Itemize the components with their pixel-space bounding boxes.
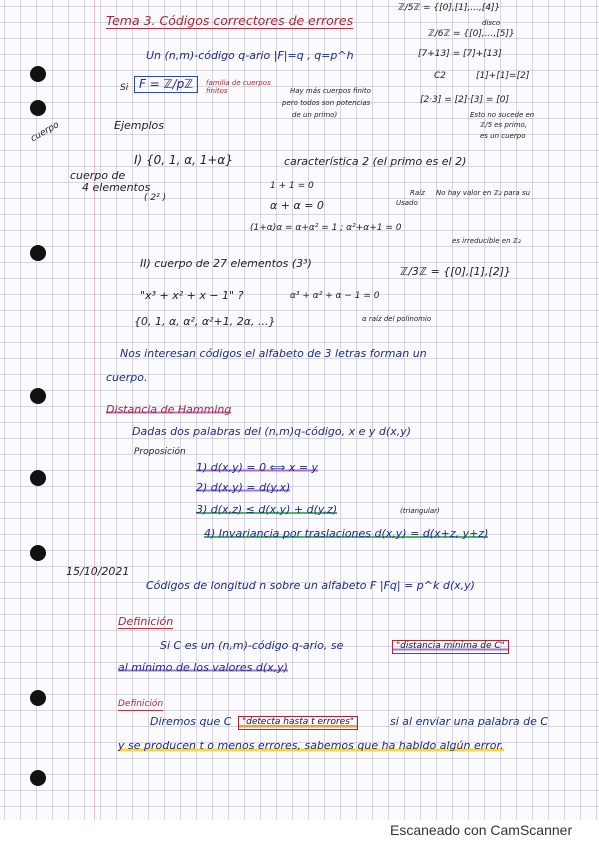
page-title: Tema 3. Códigos correctores de errores: [106, 13, 354, 28]
cuatro-elementos-label: 4 elementos: [82, 181, 151, 194]
intro-line: Un (n,m)-código q-ario |F|=q , q=p^h: [146, 49, 354, 62]
eq-alpha-plus-alpha: α + α = 0: [270, 199, 324, 212]
margin-line: [94, 0, 95, 820]
codigos-longitud-line: Códigos de longitud n sobre un alfabeto F |Fq| = p^k d(x,y): [146, 579, 475, 592]
binder-hole: [30, 690, 46, 706]
right-note-disco: disco: [482, 19, 501, 27]
z3z-set: ℤ/3ℤ = {[0],[1],[2]}: [400, 265, 512, 278]
si-label: Si: [120, 83, 129, 93]
def2-line2: y se producen t o menos errores, sabemos que ha habido algún error.: [118, 739, 504, 752]
right-note-1plus1: [1]+[1]=[2]: [476, 71, 530, 81]
right-note-z6: ℤ/6ℤ = {[0],...,[5]}: [428, 29, 515, 39]
ejemplos-label: Ejemplos: [114, 119, 164, 132]
def1-distancia: "distancia mínima de C": [392, 640, 509, 654]
cuerpo-de-label: cuerpo de: [70, 169, 126, 182]
ejemplo-2: II) cuerpo de 27 elementos (3³): [140, 257, 312, 270]
right-note-esto: Esto no sucede en: [470, 111, 535, 119]
dos-cuadrado-label: ( 2² ): [144, 193, 167, 203]
binder-hole: [30, 770, 46, 786]
eq-one-plus-one: 1 + 1 = 0: [270, 181, 314, 191]
binder-hole: [30, 470, 46, 486]
def2-dire: Diremos que C: [150, 715, 232, 728]
binder-hole: [30, 388, 46, 404]
right-note-c2: C2: [434, 71, 447, 81]
ejemplo-2-eq: α³ + α² + α − 1 = 0: [290, 291, 380, 301]
def1-line1: Si C es un (n,m)-código q-ario, se: [160, 639, 344, 652]
prop-3-note: (triangular): [400, 507, 440, 515]
side-note-hay: Hay más cuerpos finito: [290, 87, 371, 95]
binder-hole: [30, 245, 46, 261]
nota-raiz-1: Raíz: [410, 189, 425, 197]
nota-raiz-2: No hay valor en ℤ₂ para su: [436, 189, 531, 197]
nota-irreducible: es irreducible en ℤ₂: [452, 237, 521, 245]
margin-cuerpo: cuerpo: [29, 120, 62, 145]
conjunto-elementos: {0, 1, α, α², α²+1, 2α, ...}: [134, 315, 276, 328]
boxed-field: F = ℤ/pℤ: [134, 76, 198, 93]
dadas-line: Dadas dos palabras del (n,m)q-código, x e y d(x,y): [132, 425, 411, 438]
right-note-product: [2·3] = [2]·[3] = [0]: [420, 95, 509, 105]
cuerpo-end-line: cuerpo.: [106, 371, 148, 384]
right-note-cuerpo: es un cuerpo: [480, 132, 526, 140]
hamming-heading: Distancia de Hamming: [106, 403, 232, 416]
def2-rest: si al enviar una palabra de C: [390, 715, 549, 728]
boxed-field-note: familia de cuerpos finitos: [206, 79, 271, 95]
definicion-1-heading: Definición: [118, 615, 174, 628]
caracteristica-label: característica 2 (el primo es el 2): [284, 155, 467, 168]
eq-product: (1+α)α = α+α² = 1 ; α²+α+1 = 0: [250, 223, 402, 233]
definicion-2-heading: Definición: [118, 699, 164, 709]
nota-raiz-3: Usado: [396, 199, 418, 207]
side-note-pero: pero todos son potencias: [282, 99, 371, 107]
nos-interesan-line: Nos interesan códigos el alfabeto de 3 letras forman un: [120, 347, 427, 360]
camscanner-footer: Escaneado con CamScanner: [390, 822, 573, 838]
right-note-z5: ℤ/5ℤ = {[0],[1],...,[4]}: [398, 3, 501, 13]
ejemplo-1: I) {0, 1, α, 1+α}: [134, 153, 233, 167]
date: 15/10/2021: [66, 565, 130, 578]
prop-1: 1) d(x,y) = 0 ⟺ x = y: [196, 461, 319, 474]
def1-line2: al mínimo de los valores d(x,y): [118, 661, 288, 674]
right-note-primo: ℤ/5 es primo,: [480, 121, 528, 129]
ejemplo-2-poly: "x³ + x² + x − 1" ?: [140, 289, 244, 302]
binder-hole: [30, 100, 46, 116]
binder-hole: [30, 66, 46, 82]
binder-hole: [30, 545, 46, 561]
side-note-primo: de un primo): [292, 111, 338, 119]
right-note-sum: [7+13] = [7]+[13]: [418, 49, 502, 59]
prop-4: 4) Invariancia por traslaciones d(x,y) = d(x+z, y+z): [204, 527, 489, 540]
raiz-polinomio-note: α raíz del polinomio: [362, 315, 432, 323]
prop-2: 2) d(x,y) = d(y,x): [196, 481, 291, 494]
proposicion-label: Proposición: [134, 447, 186, 457]
def2-detecta: "detecta hasta t errores": [238, 716, 358, 730]
prop-3: 3) d(x,z) ≤ d(x,y) + d(y,z): [196, 503, 338, 516]
